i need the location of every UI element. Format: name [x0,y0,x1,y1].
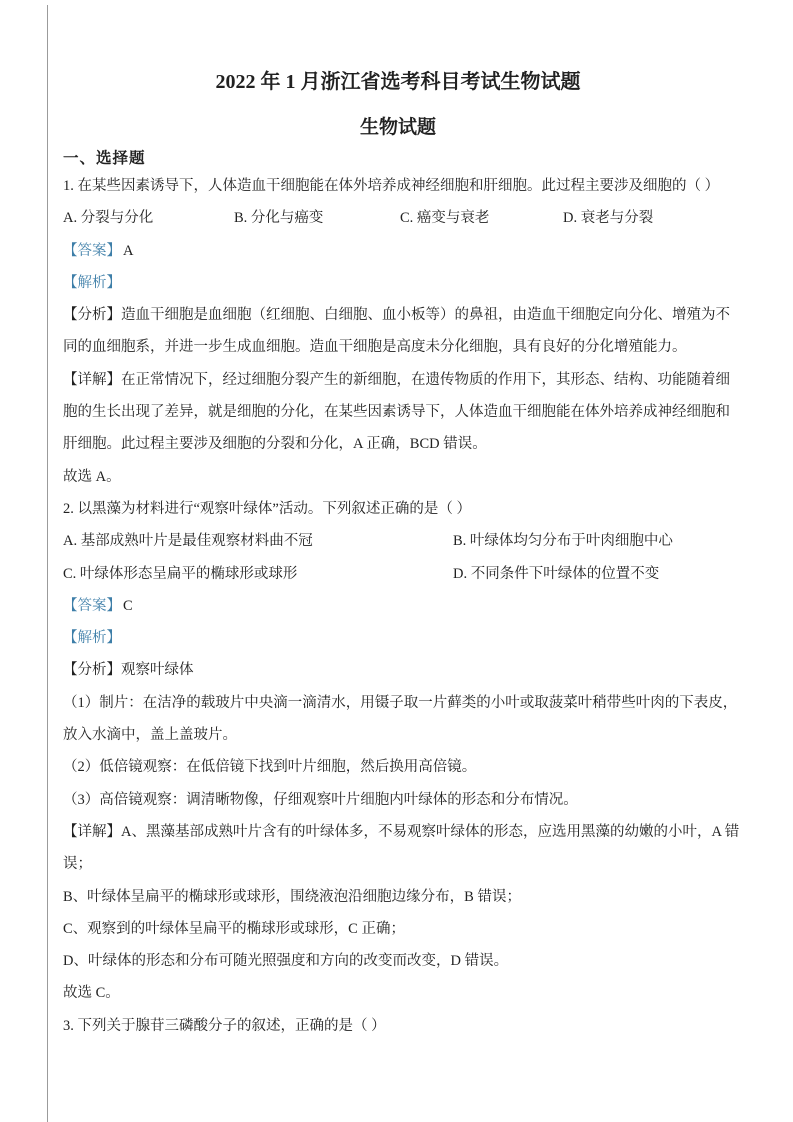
q1-options-row [63,202,733,234]
document-subtitle: 生物试题 [359,117,436,138]
q2-answer-line [63,590,733,622]
q1-analysis-heading [63,267,733,299]
q2-analysis-heading [63,622,733,654]
q2-analysis-line: 【分析】观察叶绿体 [63,662,194,679]
q1-detail-line: 【详解】在正常情况下，经过细胞分裂产生的新细胞，在遗传物质的作用下，其形态、结构、功能随着细 [63,371,730,388]
q2-detail-line: D、叶绿体的形态和分布可随光照强度和方向的改变而改变，D 错误。 [63,953,509,970]
q1-answer-value: A [123,242,134,259]
q2-detail-line: C、观察到的叶绿体呈扁平的椭球形或球形，C 正确； [63,920,405,937]
q2-detail-line: B、叶绿体呈扁平的椭球形或球形，围绕液泡沿细胞边缘分布，B 错误； [63,888,521,905]
q1-option-b: B. 分化与癌变 [234,210,324,227]
q1-option-c: C. 癌变与衰老 [400,210,490,227]
q2-options-row-1 [63,525,733,557]
q2-option-d: D. 不同条件下叶绿体的位置不变 [453,565,660,582]
page-left-edge-line [47,5,48,1122]
q2-analysis-line: （3）高倍镜观察：调清晰物像，仔细观察叶片细胞内叶绿体的形态和分布情况。 [63,791,578,808]
q2-stem: 2. 以黑藻为材料进行“观察叶绿体”活动。下列叙述正确的是（ ） [63,500,471,517]
q2-conclusion: 故选 C。 [63,985,120,1002]
q2-analysis-line: （2）低倍镜观察：在低倍镜下找到叶片细胞，然后换用高倍镜。 [63,759,477,776]
q2-option-b: B. 叶绿体均匀分布于叶肉细胞中心 [453,533,673,550]
q1-stem: 1. 在某些因素诱导下，人体造血干细胞能在体外培养成神经细胞和肝细胞。此过程主要涉及细胞的（ ） [63,178,720,194]
q2-answer-value: C [123,597,133,614]
q2-options-row-2 [63,558,733,590]
q2-answer-label: 【答案】 [63,597,121,614]
q2-option-c: C. 叶绿体形态呈扁平的椭球形或球形 [63,565,298,582]
document-body [63,170,740,1042]
q2-detail-line: 误； [63,856,92,873]
document-page [63,70,740,1042]
q1-option-a: A. 分裂与分化 [63,210,154,227]
q1-detail-line: 胞的生长出现了差异，就是细胞的分化，在某些因素诱导下，人体造血干细胞能在体外培养成神经细胞和 [63,404,730,421]
q1-conclusion: 故选 A。 [63,468,121,485]
q1-answer-label: 【答案】 [63,242,121,259]
q2-detail-line: 【详解】A、黑藻基部成熟叶片含有的叶绿体多，不易观察叶绿体的形态，应选用黑藻的幼嫩的小叶，A 错 [63,823,740,840]
q2-analysis-line: （1）制片：在洁净的载玻片中央滴一滴清水，用镊子取一片藓类的小叶或取菠菜叶稍带些叶肉的下表皮， [63,694,738,711]
q2-analysis-label: 【解析】 [63,630,121,647]
q2-analysis-line: 放入水滴中，盖上盖玻片。 [63,727,237,744]
q1-analysis-label: 【解析】 [63,274,121,291]
q3-stem: 3. 下列关于腺苷三磷酸分子的叙述，正确的是（ ） [63,1017,386,1034]
q1-answer-line [63,235,733,267]
q1-analysis-line: 【分析】造血干细胞是血细胞（红细胞、白细胞、血小板等）的鼻祖，由造血干细胞定向分化、增殖为不 [63,307,730,324]
q2-option-a: A. 基部成熟叶片是最佳观察材料曲不冠 [63,533,313,550]
q1-option-d: D. 衰老与分裂 [563,210,654,227]
document-title: 2022 年 1 月浙江省选考科目考试生物试题 [215,71,581,93]
q1-detail-line: 肝细胞。此过程主要涉及细胞的分裂和分化，A 正确，BCD 错误。 [63,436,487,453]
q1-analysis-line: 同的血细胞系，并进一步生成血细胞。造血干细胞是高度未分化细胞，具有良好的分化增殖能力。 [63,339,687,356]
section-heading: 一、选择题 [63,150,146,167]
